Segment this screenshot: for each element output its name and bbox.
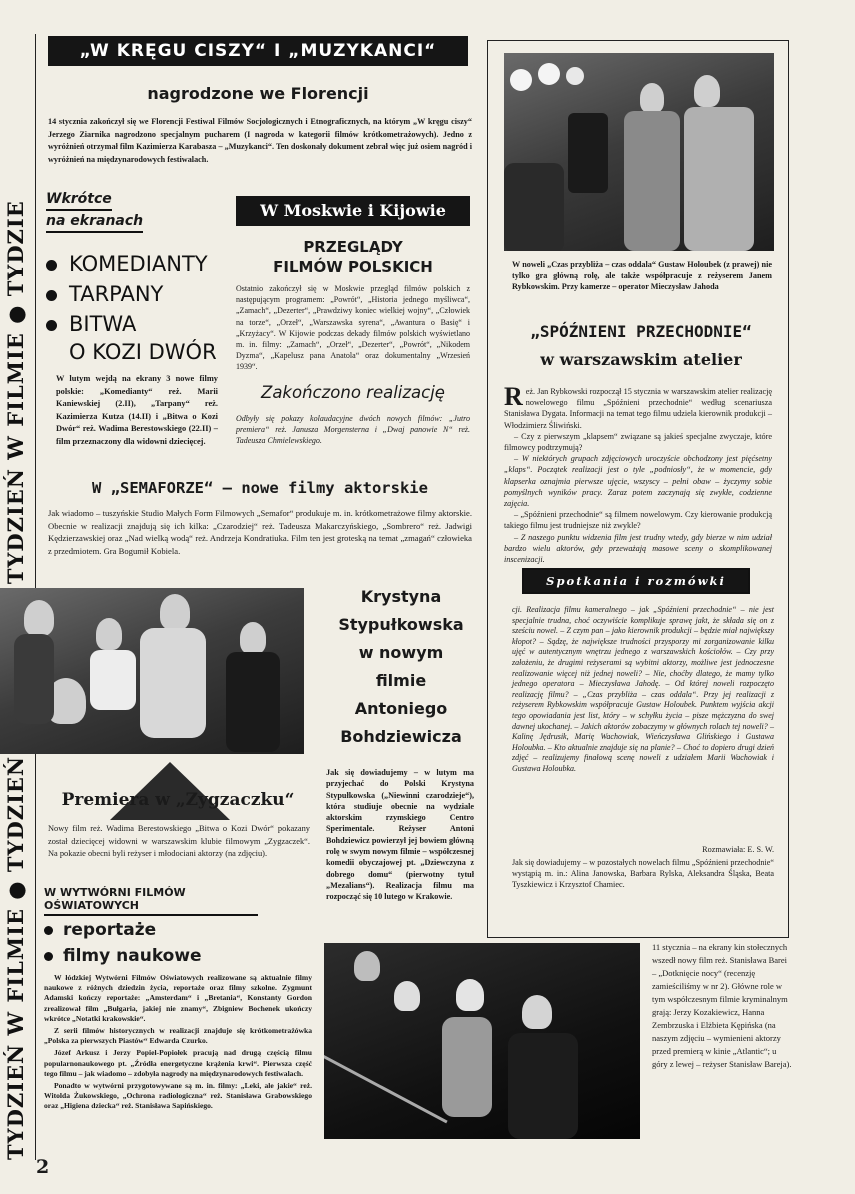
spotkania-after: Jak się dowiadujemy – w pozostałych nowelach filmu „Spóźnieni przechodnie“ wystąpią m. in.: Alina Janowska, Barbara Rylska, Aleksandra Śląska, Beata Tyszkiewicz i Krzysztof Chamiec.: [512, 858, 774, 890]
wkrotce-heading: [46, 189, 186, 233]
studio-lamp: [510, 69, 532, 91]
figure-shape: [508, 1033, 578, 1139]
bareja-text: 11 stycznia – na ekrany kin stołecznych wszedł nowy film reż. Stanisława Barei – „Dotknięcie nocy“ (recenzję zamieściliśmy w nr 2). Główne role w tym współczesnym filmie kryminalnym grają: Jerzy Kozakiewicz, Hanna Zembrzuska i Elżbieta Kępińska (na naszym zdjęciu – wymienieni aktorzy przed premierą w kinie „Atlantic“; u góry z lewej – reżyser Stanisław Bareja).: [652, 942, 792, 1069]
semafor-title: W „SEMAFORZE“ – nowe filmy aktorskie: [92, 479, 428, 497]
spotkania-signature: Rozmawiała: E. S. W.: [702, 845, 774, 854]
paragraph: – Z naszego punktu widzenia film jest trudny wtedy, gdy bierze w nim udział bardzo wielu aktorów, gdy przeważają masowe sceny o skomplikowanej inscenizacji.: [504, 532, 772, 565]
figure-shape: [140, 628, 206, 738]
figure-shape: [504, 163, 564, 251]
list-item: [44, 943, 304, 969]
figure-shape: [684, 107, 754, 251]
florence-subtitle: nagrodzone we Florencji: [147, 84, 369, 103]
figure-shape: [442, 1017, 492, 1117]
title-line: Krystyna: [360, 587, 442, 606]
moskwa-title-1: PRZEGLĄDY: [303, 238, 403, 256]
figure-shape: [90, 650, 136, 710]
camera-shape: [568, 113, 608, 193]
paragraph: – W niektórych grupach zdjęciowych uroczyście obchodzony jest pięćsetny „klaps“. Początek realizacji jest o tyle „podniosły“, że w momencie, gdy klapserka oznajmia pierwsze ujęcie, wszyscy – pełni obaw – życzymy sobie pomyślnych wyników pracy. Zaraz potem zaczynają się zwykłe, codzienne zajęcia.: [504, 454, 772, 509]
wkrotce-heading-2: na ekranach: [46, 211, 143, 233]
list-item-label: reportaże: [63, 920, 157, 940]
zakonczono-title: Zakończono realizację: [261, 383, 445, 402]
list-item: [46, 250, 236, 278]
film-set-caption: W noweli „Czas przybliża – czas oddala“ Gustaw Holoubek (z prawej) nie tylko gra główną rolę, ale także współpracuje z reżyserem Janem Rybkowskim. Przy kamerze – operator Mieczysław Jahoda: [512, 260, 772, 292]
figure-shape: [394, 981, 420, 1011]
studio-lamp: [538, 63, 560, 85]
oswiatowe-body: [44, 973, 312, 1112]
bullet-icon: [46, 260, 57, 271]
florence-body: 14 stycznia zakończył się we Florencji Festiwal Filmów Socjologicznych i Etnograficznych, na którym „W kręgu ciszy“ Jerzego Ziarnika nagrodzono specjalnym pucharem (I nagroda w kategorii filmów krótkometrażowych). Jedno z wyróżnień otrzymał film Kazimierza Karabasza – „Muzykanci“. Ten doskonały dokument zebrał więc już osiem nagród i wyróżnień na międzynarodowych festiwalach.: [48, 117, 472, 164]
paragraph: eż. Jan Rybkowski rozpoczął 15 stycznia w warszawskim atelier realizację nowelowego filmu „Spóźnieni przechodnie“ według scenariusza Stanisława Dygata. Informacji na temat tego filmu udziela kierownik produkcji – Włodzimierz Śliwiński.: [504, 387, 772, 430]
studio-lamp: [566, 67, 584, 85]
paragraph: Z serii filmów historycznych w realizacji znajduje się krótkometrażówka „Polska za pierwszych Piastów“ Edwarda Czurko.: [44, 1026, 312, 1046]
bullet-icon: [44, 926, 53, 935]
figure-shape: [354, 951, 380, 981]
paragraph: – „Spóźnieni przechodnie“ są filmem nowelowym. Czy kierowanie produkcją takiego filmu jest trudniejsze niż zwykle?: [504, 510, 772, 531]
children-photo: [0, 588, 304, 754]
figure-shape: [456, 979, 484, 1011]
list-item: [46, 280, 236, 308]
figure-shape: [694, 75, 720, 107]
spine-text: TYDZIEŃ W FILMIE ● TYDZIEŃ TYDZIEŃ W FILMIE ● TYDZIE: [3, 200, 28, 1160]
figure-shape: [522, 995, 552, 1029]
list-item-label: BITWA: [69, 312, 137, 336]
list-item: [44, 917, 304, 943]
wkrotce-heading-1: Wkrótce: [46, 189, 112, 211]
bullet-icon: [46, 320, 57, 331]
film-set-photo: [504, 53, 774, 251]
spoznieni-title: „SPÓŹNIENI PRZECHODNIE“: [530, 322, 752, 341]
figure-shape: [14, 634, 54, 724]
moskwa-title: [236, 237, 470, 277]
semafor-body: Jak wiadomo – tuszyńskie Studio Małych Form Filmowych „Semafor“ produkuje m. in. krótkometrażowe filmy aktorskie. Obecnie w realizacji znajdują się ich kilka: „Czarodziej“ reż. Tadeusza Makarczyńskiego, „Sombrero“ reż. Jadwigi Kędzierzawskiej oraz „Nad wielką wodą“ reż. Andrzeja Kondratiuka. Film ten jest groteską na temat „zmagań“ człowieka z przedmiotem. Gra Bogumił Kobiela.: [48, 508, 472, 556]
figure-shape: [160, 594, 190, 630]
paragraph: Józef Arkusz i Jerzy Popiel-Popiołek pracują nad drugą częścią filmu popularnonaukowego pt. „Źródła energetyczne krążenia krwi“. Pierwsza część tego filmu – jak wiadomo – zdobyła nagrody na międzynarodowych festiwalach.: [44, 1048, 312, 1078]
premiera-title: Premiera w „Zygzaczku“: [61, 790, 295, 810]
oswiatowe-list: [44, 917, 304, 969]
spotkania-text: cji. Realizacja filmu kameralnego – jak „Spóźnieni przechodnie“ – nie jest specjalnie trudna, choć oczywiście komplikuje sprawę jakt, że składa się on z sześciu nowel. – Z czym pan – jako kierownik produkcji – będzie miał największy kłopot? – Sądzę, że największe trudności przysporzy mi zorganizowanie kilku ujęć w autentycznym wnętrzu jednego z warszawskich kościołów. – Czy przy założeniu, że drugimi reżyserami są wybitni aktorzy, możliwe jest jednoczesne realizowanie więcej niż jednej noweli? – Nie, choćby dlatego, że mamy tylko jednego operatora – Mieczysława Jahodę. – Od której noweli rozpoczęto realizację filmu? – „Czas przybliża – czas oddala“. Przy jej realizacji z reżyserem Rybkowskim współpracuje Gustaw Holoubek. Punktem wyjścia akcji tego opowiadania jest list, który – w schyłku życia – pisze mężczyzna do swej dawnej ukochanej. – Jakich aktorów zobaczymy w głównych rolach tej noweli? – Kalinę Jędrusik, Marię Wachowiak, Wieńczysława Glińskiego i Gustawa Holoubka. – Kto aktualnie znajduje się na planie? – Choć to dopiero drugi dzień zdjęć – realizujemy finałową scenę noweli z udziałem Marii Wachowiak i Gustawa Holoubka.: [512, 605, 774, 773]
figure-shape: [24, 600, 54, 636]
spoznieni-intro: [504, 382, 772, 431]
moskwa-banner: W Moskwie i Kijowie: [236, 196, 470, 226]
moskwa-body: Ostatnio zakończył się w Moskwie przegląd filmów polskich z następującym programem: „Powrót“, „Historia jednego myśliwca“, „Zamach“, „Dezerter“, „Prawdziwy koniec wielkiej wojny“, „Człowiek na torze“, „Orzeł“, „Warszawska syrena“, „Awantura o Basię“ i „Krzyżacy“. W Kijowie podczas dekady filmów polskich wyświetlano m. in. filmy: „Zamach“, „Orzeł“, „Dezerter“, „Powrót“, „Nikodem Dyzma“, „Kapelusz pana Anatola“ oraz dokumentalny „Wrzesień 1939“.: [236, 284, 470, 372]
paragraph: W łódzkiej Wytwórni Filmów Oświatowych realizowane są aktualnie filmy naukowe z różnych dziedzin życia, reportaże oraz filmy szkolne. Zygmunt Adamski kończy reportaże: „Amsterdam“ i „Bretania“, Konstanty Gordon zrealizował film „Bułgaria, jakiej nie znamy“, Zbigniew Bochenek ukończy wkrótce „Notatki krakowskie“.: [44, 973, 312, 1023]
title-line: Bohdziewicza: [340, 727, 462, 746]
stair-rail: [324, 1055, 448, 1123]
figure-shape: [624, 111, 680, 251]
wkrotce-list: [46, 250, 236, 366]
list-item: [46, 338, 236, 366]
paragraph: Ponadto w wytwórni przygotowywane są m. in. filmy: „Leki, ale jakie“ reż. Witolda Żukowskiego, „Ochrona radiologiczna“ reż. Stanisława Grabowskiego oraz „Higiena dziecka“ reż. Stanisława Sapińskiego.: [44, 1081, 312, 1111]
zakonczono-body: Odbyły się pokazy kolaudacyjne dwóch nowych filmów: „Jutro premiera“ reż. Janusza Morgensterna i „Dwaj panowie N“ reż. Tadeusza Chmielewskiego.: [236, 414, 470, 446]
figure-shape: [640, 83, 664, 113]
list-item-label: KOMEDIANTY: [69, 252, 208, 276]
figure-shape: [240, 622, 266, 654]
spotkania-banner: Spotkania i rozmówki: [522, 568, 750, 594]
wkrotce-body: W lutym wejdą na ekrany 3 nowe filmy polskie: „Komedianty“ reż. Marii Kaniewskiej (2.II), „Tarpany“ reż. Kazimierza Kutza (14.II) i „Bitwa o Kozi Dwór“ reż. Wadima Berestowskiego (22.II) – film przeznaczony dla widowni dziecięcej.: [56, 374, 218, 446]
premiera-body: Nowy film reż. Wadima Berestowskiego „Bitwa o Kozi Dwór“ pokazany został dziecięcej widowni w warszawskim klubie filmowym „Zygzaczek“. Na pokazie obecni byli reżyser i młodociani aktorzy (na zdjęciu).: [48, 824, 310, 858]
bullet-icon: [44, 952, 53, 961]
bullet-icon: [46, 290, 57, 301]
title-line: Antoniego: [354, 699, 448, 718]
spoznieni-body: [504, 382, 772, 565]
stypulkowska-body: Jak się dowiadujemy – w lutym ma przyjechać do Polski Krystyna Stypułkowska („Niewinni czarodzieje“), która studiuje obecnie na wydziale aktorskim rzymskiego Centro Sperimentale. Reżyser Antoni Bohdziewicz powierzył jej bowiem główną rolę w swym nowym filmie – współczesnej komedii obyczajowej pt. „Dziewczyna z dobrego domu“ (pierwotny tytuł „Mezalians“). Realizacja filmu ma rozpocząć się 10 lutego w Krakowie.: [326, 768, 474, 902]
moskwa-title-2: FILMÓW POLSKICH: [273, 258, 433, 276]
spoznieni-subtitle: w warszawskim atelier: [540, 350, 742, 369]
drop-cap: R: [504, 382, 523, 411]
list-item: [46, 310, 236, 338]
title-line: Stypułkowska: [338, 615, 464, 634]
florence-banner: „W KRĘGU CISZY“ I „MUZYKANCI“: [48, 36, 468, 66]
figure-shape: [96, 618, 122, 650]
figure-shape: [226, 652, 280, 752]
page-number: 2: [36, 1156, 50, 1178]
paragraph: – Czy z pierwszym „klapsem“ związane są jakieś specjalne zwyczaje, które filmowcy podtrzymują?: [504, 431, 772, 453]
oswiatowe-banner: W WYTWÓRNI FILMÓW OŚWIATOWYCH: [44, 886, 258, 916]
title-line: w nowym: [358, 643, 444, 662]
stypulkowska-title: [326, 583, 476, 751]
list-item-label: TARPANY: [69, 282, 164, 306]
premiere-photo: [324, 943, 640, 1139]
list-item-label: O KOZI DWÓR: [69, 340, 217, 364]
list-item-label: filmy naukowe: [63, 946, 202, 966]
title-line: filmie: [375, 671, 427, 690]
